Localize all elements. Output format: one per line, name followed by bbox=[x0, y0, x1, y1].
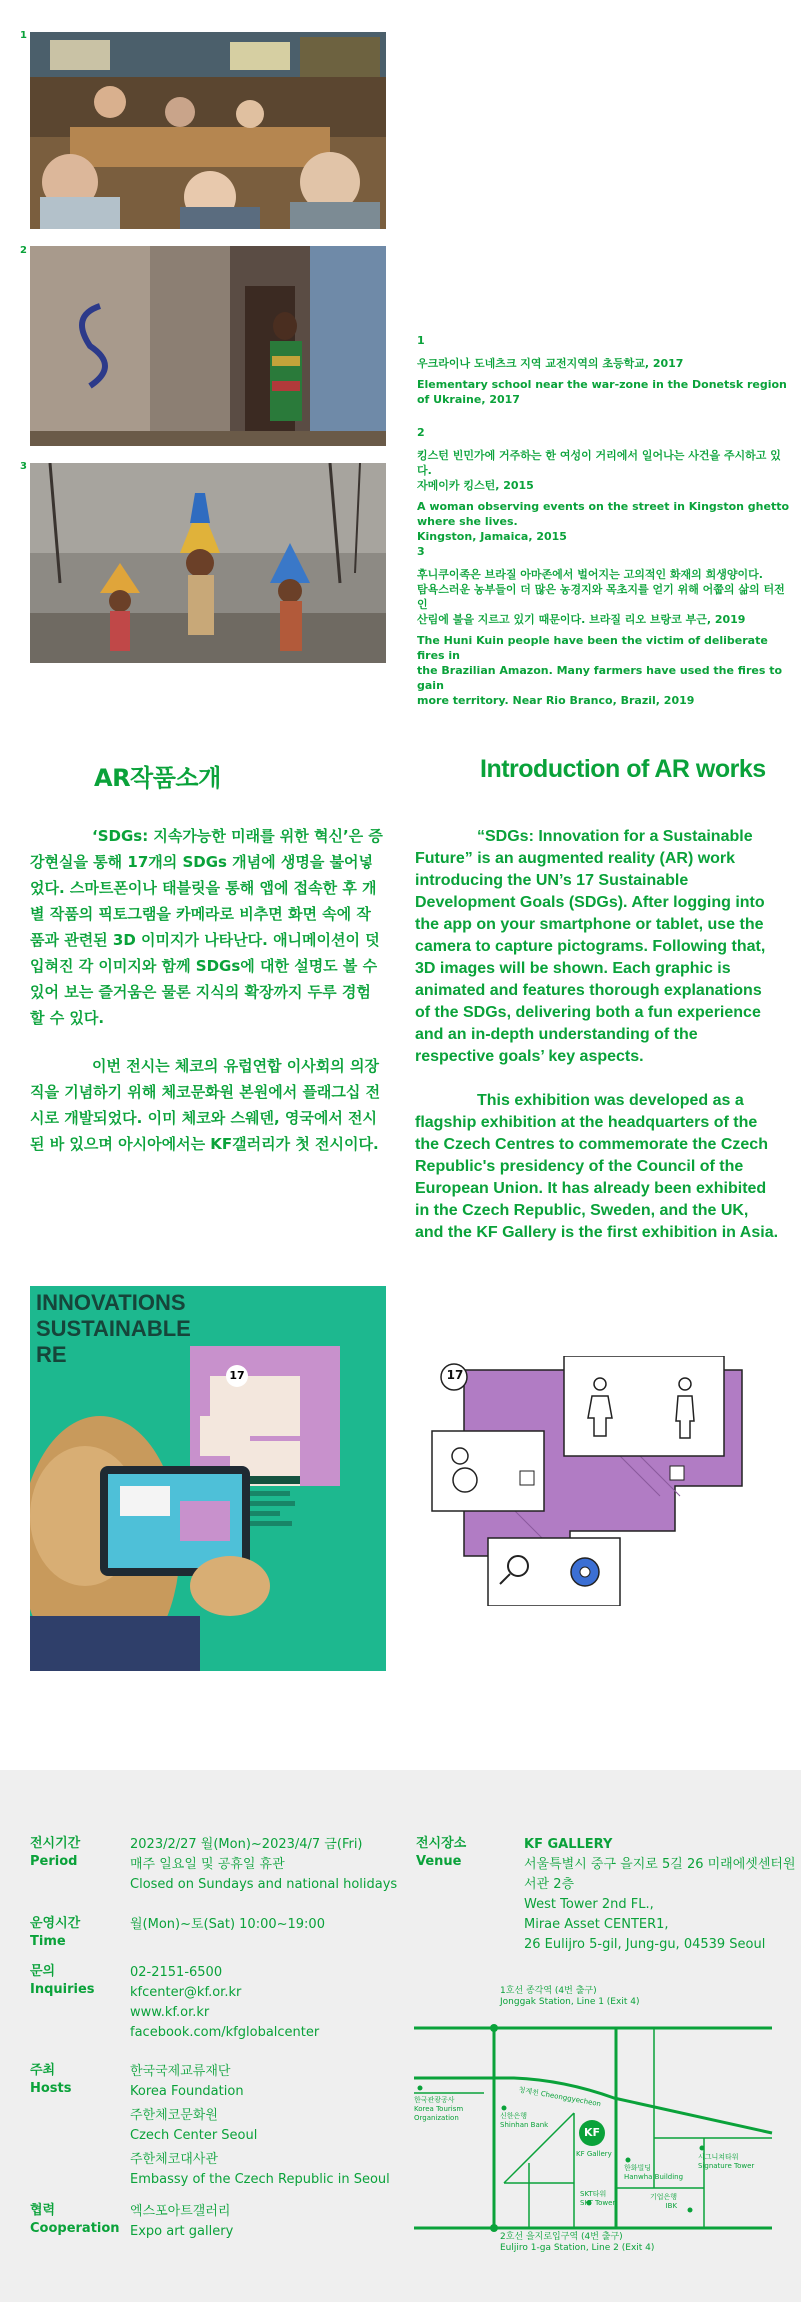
pictogram-illustration bbox=[430, 1356, 750, 1606]
intro-ko-paragraph-2: 이번 전시는 체코의 유럽연합 이사회의 의장직을 기념하기 위해 체코문화원 본원에서 플래그십 전시로 개발되었다. 이미 체코와 스웨덴, 영국에서 전시된 바 있으며 아시아에서는 KF갤러리가 첫 전시이다. bbox=[30, 1057, 381, 1153]
location-map bbox=[414, 1988, 774, 2253]
period-label: 전시기간 Period bbox=[30, 1836, 81, 1869]
caption-en-1: Elementary school near the war-zone in the Donetsk region of Ukraine, 2017 bbox=[417, 378, 787, 406]
wall-text-line1: INNOVATIONS bbox=[36, 1290, 186, 1315]
map-kto: 한국관광공사 Korea Tourism Organization bbox=[414, 2096, 464, 2122]
map-skt: SKT타워 SKT Tower bbox=[580, 2190, 616, 2207]
intro-title-en: Introduction of AR works bbox=[480, 755, 766, 783]
time-value: 월(Mon)~토(Sat) 10:00~19:00 bbox=[130, 1917, 325, 1932]
map-kf-label: KF Gallery bbox=[576, 2150, 612, 2158]
wall-text-line3: RE bbox=[36, 1342, 67, 1367]
map-stream: 청계천 Cheonggyecheon bbox=[517, 2085, 602, 2109]
pictogram-badge-17: 17 bbox=[446, 1368, 464, 1382]
ar-badge-17: 17 bbox=[226, 1365, 248, 1387]
caption-2 bbox=[417, 425, 792, 544]
map-shinhan: 신한은행 Shinhan Bank bbox=[500, 2112, 549, 2129]
intro-body-ko bbox=[30, 823, 385, 1179]
map-bottom-station-en: Euljiro 1-ga Station, Line 2 (Exit 4) bbox=[500, 2243, 655, 2253]
caption-number-3: 3 bbox=[417, 545, 425, 558]
caption-3 bbox=[417, 544, 792, 708]
caption-ko-3-line2: 탐욕스러운 농부들이 더 많은 농경지와 목초지를 얻기 위해 어쭙의 삶의 터전인 bbox=[417, 583, 785, 611]
inquiries-website-link[interactable]: www.kf.or.kr bbox=[130, 2005, 210, 2020]
period-value: 2023/2/27 월(Mon)~2023/4/7 금(Fri) 매주 일요일 및 공휴일 휴관 Closed on Sundays and national holidays bbox=[130, 1837, 398, 1892]
photo-number-1: 1 bbox=[20, 30, 27, 41]
photo-classroom bbox=[30, 32, 386, 229]
caption-en-3-line3: more territory. Near Rio Branco, Brazil, 2019 bbox=[417, 694, 695, 707]
map-bottom-station-ko: 2호선 을지로입구역 (4번 출구) bbox=[500, 2232, 623, 2242]
map-top-station-ko: 1호선 종각역 (4번 출구) bbox=[500, 1986, 597, 1996]
caption-number-2: 2 bbox=[417, 426, 425, 439]
caption-number-1: 1 bbox=[417, 334, 425, 347]
intro-en-paragraph-1: “SDGs: Innovation for a Sustainable Future” is an augmented reality (AR) work introducing the UN’s 17 Sustainable Development Goals (SDGs). After logging into the app on your smartphone or tablet, use the camera to capture pictograms. Following that, 3D images will be shown. Each graphic is animated and features thorough explanations of the SDGs, delivering both a fun experience and an in-depth understanding of the respective goals’ key aspects. bbox=[415, 828, 766, 1065]
venue-label: 전시장소 Venue bbox=[416, 1836, 467, 1869]
intro-title-ko: AR작품소개 bbox=[94, 764, 221, 792]
caption-ko-2-line2: 자메이카 킹스턴, 2015 bbox=[417, 479, 534, 492]
photo-kingston bbox=[30, 246, 386, 446]
caption-ko-1: 우크라이나 도네츠크 지역 교전지역의 초등학교, 2017 bbox=[417, 357, 684, 370]
intro-ko-paragraph-1: ‘SDGs: 지속가능한 미래를 위한 혁신’은 증강현실을 통해 17개의 SDGs 개념에 생명을 불어넣었다. 스마트폰이나 태블릿을 통해 앱에 접속한 후 개별 작품의 픽토그램을 카메라로 비추면 화면 속에 작품과 관련된 3D 이미지가 나타난다. 애니메이션이 덧입혀진 각 이미지와 함께 SDGs에 대한 설명도 볼 수 있어 보는 즐거움은 물론 지식의 확장까지 두루 경험할 수 있다. bbox=[30, 827, 383, 1027]
inquiries-phone: 02-2151-6500 bbox=[130, 1965, 223, 1980]
footer-info bbox=[0, 1770, 801, 2302]
caption-ko-2-line1: 킹스턴 빈민가에 거주하는 한 여성이 거리에서 일어나는 사건을 주시하고 있다. bbox=[417, 449, 781, 477]
caption-en-3-line2: the Brazilian Amazon. Many farmers have used the fires to gain bbox=[417, 664, 783, 692]
inquiries-value bbox=[130, 1963, 319, 2043]
map-top-station-en: Jonggak Station, Line 1 (Exit 4) bbox=[500, 1997, 640, 2007]
time-label: 운영시간 Time bbox=[30, 1916, 81, 1949]
cooperation-label: 협력 Cooperation bbox=[30, 2203, 120, 2236]
caption-en-2-line2: where she lives. bbox=[417, 515, 518, 528]
hosts-label: 주최 Hosts bbox=[30, 2063, 72, 2096]
caption-en-2-line1: A woman observing events on the street in Kingston ghetto bbox=[417, 500, 790, 513]
caption-1 bbox=[417, 333, 787, 407]
photo-amazon bbox=[30, 463, 386, 663]
photo-number-2: 2 bbox=[20, 245, 27, 256]
inquiries-email-link[interactable]: kfcenter@kf.or.kr bbox=[130, 1985, 242, 2000]
map-hanwha: 한화빌딩 Hanwha Building bbox=[624, 2164, 684, 2181]
map-kf-logo: KF bbox=[583, 2126, 601, 2139]
hosts-value: 한국국제교류재단 Korea Foundation 주한체코문화원 Czech Center Seoul 주한체코대사관 Embassy of the Czech Republic in Seoul bbox=[130, 2064, 390, 2187]
caption-ko-3-line3: 산림에 불을 지르고 있기 때문이다. 브라질 리오 브랑코 부근, 2019 bbox=[417, 613, 746, 626]
venue-value: KF GALLERY 서울특별시 중구 을지로 5길 26 미래에셋센터원 서관 2층 West Tower 2nd FL., Mirae Asset CENTER1, 26 Eulijro 5-gil, Jung-gu, 04539 Seoul bbox=[524, 1837, 796, 1952]
cooperation-value: 엑스포아트갤러리 Expo art gallery bbox=[130, 2204, 234, 2239]
wall-text-line2: SUSTAINABLE bbox=[36, 1316, 191, 1341]
caption-ko-3-line1: 후니쿠이족은 브라질 아마존에서 벌어지는 고의적인 화재의 희생양이다. bbox=[417, 568, 763, 581]
ar-exhibition-photo bbox=[30, 1286, 386, 1671]
photo-number-3: 3 bbox=[20, 461, 27, 472]
caption-en-2-line3: Kingston, Jamaica, 2015 bbox=[417, 530, 567, 543]
intro-en-paragraph-2: This exhibition was developed as a flagship exhibition at the headquarters of the the Czech Centres to commemorate the Czech Republic's presidency of the Council of the European Union. It has already been exhibited in the Czech Republic, Sweden, and the UK, and the KF Gallery is the first exhibition in Asia. bbox=[415, 1092, 779, 1241]
map-ibk: 기업은행 IBK bbox=[650, 2193, 678, 2210]
inquiries-facebook-link[interactable]: facebook.com/kfglobalcenter bbox=[130, 2025, 320, 2040]
caption-en-3-line1: The Huni Kuin people have been the victim of deliberate fires in bbox=[417, 634, 768, 662]
intro-body-en bbox=[415, 826, 780, 1266]
map-signature: 시그니쳐타워 Signature Tower bbox=[698, 2153, 755, 2170]
inquiries-label: 문의 Inquiries bbox=[30, 1964, 95, 1997]
